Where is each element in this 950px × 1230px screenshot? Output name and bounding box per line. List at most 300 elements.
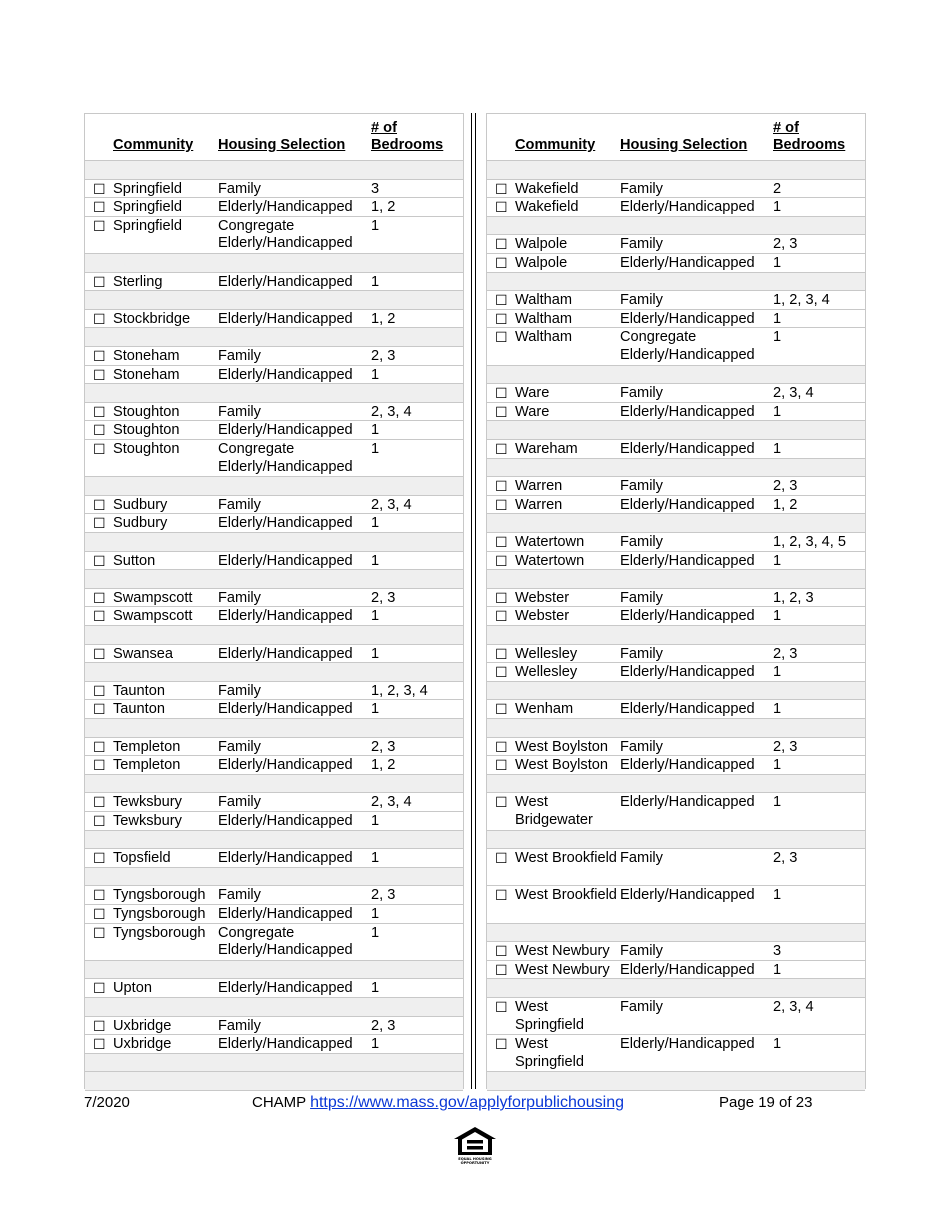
checkbox[interactable]: ☐ — [495, 943, 508, 960]
checkbox[interactable]: ☐ — [93, 348, 106, 364]
table-row — [487, 533, 865, 552]
bedrooms-cell: 1, 2 — [371, 310, 396, 327]
table-row — [85, 905, 463, 924]
table-row — [85, 812, 463, 831]
housing-selection-cell: Elderly/Handicapped — [218, 366, 353, 383]
bedrooms-cell: 1 — [773, 310, 782, 327]
left-table-header — [85, 114, 463, 161]
housing-selection-cell: Elderly/Handicapped — [620, 496, 755, 513]
community-cell: West Springfield — [515, 1036, 584, 1070]
table-row — [487, 496, 865, 515]
checkbox[interactable]: ☐ — [495, 645, 508, 662]
housing-selection-cell: Elderly/Handicapped — [218, 850, 353, 867]
checkbox[interactable]: ☐ — [93, 645, 106, 662]
bedrooms-cell: 1 — [371, 1036, 380, 1053]
table-row — [85, 440, 463, 477]
table-row — [85, 180, 463, 199]
separator-row — [85, 477, 463, 496]
checkbox[interactable]: ☐ — [93, 1036, 106, 1053]
checkbox[interactable]: ☐ — [93, 850, 106, 867]
checkbox[interactable]: ☐ — [93, 980, 106, 997]
table-row — [85, 682, 463, 701]
table-row — [487, 440, 865, 459]
bedrooms-cell: 1 — [371, 924, 380, 941]
equal-housing-opportunity-icon — [450, 1125, 500, 1165]
community-cell: Waltham — [515, 310, 573, 327]
checkbox[interactable]: ☐ — [93, 906, 106, 922]
housing-selection-cell: Elderly/Handicapped — [218, 1036, 353, 1053]
community-cell: Tyngsborough — [113, 906, 206, 922]
community-cell: Stoughton — [113, 403, 180, 420]
bedrooms-cell: 1 — [773, 403, 782, 420]
housing-selection-cell: Family — [218, 794, 261, 811]
housing-selection-cell: Elderly/Handicapped — [620, 403, 755, 420]
separator-row — [85, 533, 463, 552]
table-row — [85, 366, 463, 385]
checkbox[interactable]: ☐ — [93, 757, 106, 774]
table-row — [487, 998, 865, 1035]
checkbox[interactable]: ☐ — [495, 236, 508, 253]
bedrooms-cell: 1 — [371, 980, 380, 997]
community-cell: Swampscott — [113, 589, 193, 606]
community-cell: Ware — [515, 385, 550, 402]
community-cell: Swampscott — [113, 608, 193, 625]
housing-selection-cell: Elderly/Handicapped — [218, 310, 353, 327]
bedrooms-cell: 1 — [773, 552, 782, 569]
housing-selection-cell: Elderly/Handicapped — [620, 255, 755, 271]
housing-selection-cell: Elderly/Handicapped — [218, 515, 353, 532]
column-divider-line — [471, 113, 472, 1089]
housing-selection-cell: Family — [218, 589, 261, 606]
bedrooms-header — [371, 120, 443, 154]
footer-champ — [252, 1094, 624, 1112]
checkbox[interactable]: ☐ — [93, 422, 106, 439]
table-row — [85, 514, 463, 533]
table-row — [85, 607, 463, 626]
bedrooms-cell: 1 — [773, 794, 782, 811]
table-row — [85, 1035, 463, 1054]
left-table — [84, 113, 464, 1089]
community-cell: Webster — [515, 608, 570, 625]
community-cell: West Newbury — [515, 943, 610, 960]
housing-selection-cell: Family — [620, 645, 663, 662]
housing-selection-cell: Elderly/Handicapped — [620, 701, 755, 718]
bedrooms-header — [773, 120, 845, 154]
community-cell: Stoughton — [113, 441, 180, 457]
table-row — [85, 979, 463, 998]
checkbox[interactable]: ☐ — [93, 1017, 106, 1034]
checkbox[interactable]: ☐ — [495, 887, 508, 904]
table-row — [85, 421, 463, 440]
checkbox[interactable]: ☐ — [93, 403, 106, 420]
separator-row — [85, 868, 463, 887]
community-cell: Watertown — [515, 552, 585, 569]
separator-row — [85, 1054, 463, 1073]
housing-selection-cell: Congregate Elderly/Handicapped — [218, 217, 353, 252]
bedrooms-cell: 2, 3, 4 — [371, 496, 412, 513]
checkbox[interactable]: ☐ — [93, 682, 106, 699]
housing-selection-cell: Family — [620, 999, 663, 1015]
checkbox[interactable]: ☐ — [495, 999, 508, 1015]
table-row — [487, 254, 865, 273]
separator-row — [487, 273, 865, 292]
table-row — [487, 961, 865, 980]
housing-selection-cell: Family — [218, 1017, 261, 1034]
bedrooms-cell: 1 — [371, 552, 380, 569]
checkbox[interactable]: ☐ — [93, 813, 106, 829]
table-row — [487, 756, 865, 775]
table-row — [487, 793, 865, 830]
bedrooms-cell: 1 — [371, 273, 380, 290]
housing-selection-cell: Congregate Elderly/Handicapped — [620, 329, 755, 363]
bedrooms-cell: 2, 3 — [773, 850, 798, 867]
table-row — [487, 1035, 865, 1072]
table-row — [487, 291, 865, 310]
housing-selection-cell: Elderly/Handicapped — [620, 757, 755, 774]
separator-row — [487, 831, 865, 850]
footer-date: 7/2020 — [84, 1094, 130, 1111]
bedrooms-cell: 2, 3 — [773, 236, 798, 253]
checkbox[interactable]: ☐ — [495, 310, 508, 327]
logo-text-line2: OPPORTUNITY — [460, 1161, 490, 1165]
community-cell: Taunton — [113, 701, 165, 718]
checkbox[interactable]: ☐ — [93, 217, 106, 234]
community-cell: West Newbury — [515, 961, 610, 978]
checkbox[interactable]: ☐ — [495, 478, 508, 495]
checkbox[interactable]: ☐ — [93, 887, 106, 904]
checkbox[interactable]: ☐ — [495, 608, 508, 625]
checkbox[interactable]: ☐ — [495, 534, 508, 550]
community-cell: West Boylston — [515, 757, 609, 774]
checkbox[interactable]: ☐ — [495, 738, 508, 755]
table-row — [487, 552, 865, 571]
separator-row — [85, 384, 463, 403]
housing-selection-cell: Family — [620, 292, 663, 309]
checkbox[interactable]: ☐ — [93, 496, 106, 513]
community-cell: Stoneham — [113, 366, 180, 383]
apply-link[interactable]: https://www.mass.gov/applyforpublichousing — [310, 1094, 625, 1111]
checkbox[interactable]: ☐ — [495, 589, 508, 606]
checkbox[interactable]: ☐ — [495, 664, 508, 681]
housing-selection-header: Housing Selection — [218, 137, 346, 153]
separator-row — [487, 626, 865, 645]
bedrooms-cell: 1, 2 — [371, 757, 396, 774]
bedrooms-cell: 1, 2 — [773, 496, 798, 513]
checkbox[interactable]: ☐ — [495, 180, 508, 197]
housing-selection-cell: Elderly/Handicapped — [218, 980, 353, 997]
housing-selection-cell: Family — [620, 385, 663, 402]
table-row — [85, 198, 463, 217]
bedrooms-header-line2: Bedrooms — [773, 137, 846, 153]
community-cell: Uxbridge — [113, 1036, 172, 1053]
community-cell: Uxbridge — [113, 1017, 172, 1034]
community-cell: Sutton — [113, 552, 156, 569]
checkbox[interactable]: ☐ — [495, 961, 508, 978]
housing-selection-cell: Elderly/Handicapped — [218, 608, 353, 625]
separator-row — [85, 328, 463, 347]
bedrooms-cell: 2 — [773, 180, 782, 197]
table-row — [85, 924, 463, 961]
separator-row — [85, 161, 463, 180]
separator-row — [85, 998, 463, 1017]
separator-row — [487, 217, 865, 236]
community-cell: Warren — [515, 496, 563, 513]
checkbox[interactable]: ☐ — [93, 552, 106, 569]
separator-row — [487, 1072, 865, 1091]
community-cell: Taunton — [113, 682, 165, 699]
table-row — [487, 700, 865, 719]
housing-selection-cell: Elderly/Handicapped — [620, 1036, 755, 1053]
table-row — [487, 589, 865, 608]
housing-selection-cell: Elderly/Handicapped — [218, 552, 353, 569]
checkbox[interactable]: ☐ — [495, 552, 508, 569]
bedrooms-header-line1: # of — [773, 120, 799, 136]
bedrooms-cell: 2, 3 — [773, 645, 798, 662]
checkbox[interactable]: ☐ — [93, 738, 106, 755]
bedrooms-cell: 1 — [371, 366, 380, 383]
bedrooms-cell: 2, 3 — [773, 478, 798, 495]
table-row — [487, 328, 865, 365]
bedrooms-cell: 1 — [773, 1036, 782, 1053]
bedrooms-cell: 1 — [371, 441, 380, 457]
separator-row — [487, 421, 865, 440]
table-row — [487, 645, 865, 664]
housing-selection-cell: Elderly/Handicapped — [620, 664, 755, 681]
checkbox[interactable]: ☐ — [93, 608, 106, 625]
separator-row — [85, 775, 463, 794]
table-row — [85, 347, 463, 366]
table-row — [85, 1017, 463, 1036]
housing-selection-cell: Elderly/Handicapped — [218, 813, 353, 829]
page-number: Page 19 of 23 — [719, 1094, 813, 1111]
housing-selection-cell: Elderly/Handicapped — [218, 199, 353, 216]
separator-row — [85, 719, 463, 738]
bedrooms-cell: 3 — [773, 943, 782, 960]
bedrooms-cell: 1 — [773, 887, 782, 904]
housing-selection-cell: Congregate Elderly/Handicapped — [218, 441, 353, 475]
checkbox[interactable]: ☐ — [93, 366, 106, 383]
checkbox[interactable]: ☐ — [93, 199, 106, 216]
community-cell: Topsfield — [113, 850, 171, 867]
bedrooms-cell: 1, 2, 3 — [773, 589, 814, 606]
separator-row — [85, 626, 463, 645]
separator-row — [487, 366, 865, 385]
checkbox[interactable]: ☐ — [495, 292, 508, 309]
table-row — [85, 403, 463, 422]
housing-selection-cell: Family — [620, 589, 663, 606]
housing-selection-cell: Elderly/Handicapped — [218, 906, 353, 922]
community-cell: Tewksbury — [113, 813, 182, 829]
checkbox[interactable]: ☐ — [93, 589, 106, 606]
checkbox[interactable]: ☐ — [495, 850, 508, 867]
table-row — [85, 849, 463, 868]
community-cell: Wareham — [515, 441, 578, 457]
separator-row — [487, 570, 865, 589]
logo-text-line1: EQUAL HOUSING — [458, 1157, 492, 1161]
community-cell: Springfield — [113, 199, 182, 216]
housing-selection-cell: Elderly/Handicapped — [218, 701, 353, 718]
community-cell: Warren — [515, 478, 563, 495]
housing-selection-cell: Elderly/Handicapped — [620, 961, 755, 978]
community-cell: Waltham — [515, 292, 573, 309]
checkbox[interactable]: ☐ — [93, 180, 106, 197]
table-row — [487, 738, 865, 757]
table-row — [487, 180, 865, 199]
table-row — [85, 310, 463, 329]
table-row — [487, 403, 865, 422]
community-cell: Wellesley — [515, 645, 578, 662]
bedrooms-cell: 2, 3 — [371, 1017, 396, 1034]
checkbox[interactable]: ☐ — [495, 1036, 508, 1053]
housing-selection-cell: Elderly/Handicapped — [620, 441, 755, 457]
bedrooms-cell: 1 — [371, 515, 380, 532]
table-row — [487, 663, 865, 682]
separator-row — [85, 831, 463, 850]
community-cell: Springfield — [113, 180, 182, 197]
table-row — [487, 384, 865, 403]
bedrooms-cell: 1 — [371, 608, 380, 625]
bedrooms-cell: 1 — [773, 757, 782, 774]
bedrooms-cell: 2, 3 — [773, 738, 798, 755]
community-header: Community — [515, 137, 596, 153]
checkbox[interactable]: ☐ — [495, 329, 508, 346]
checkbox[interactable]: ☐ — [93, 441, 106, 457]
bedrooms-cell: 1 — [371, 906, 380, 922]
bedrooms-cell: 1 — [773, 664, 782, 681]
separator-row — [487, 682, 865, 701]
bedrooms-cell: 2, 3 — [371, 887, 396, 904]
community-cell: Sudbury — [113, 496, 168, 513]
housing-selection-cell: Family — [218, 738, 261, 755]
checkbox[interactable]: ☐ — [93, 273, 106, 290]
housing-selection-cell: Elderly/Handicapped — [620, 794, 755, 811]
housing-selection-cell: Family — [620, 236, 663, 253]
bedrooms-cell: 2, 3, 4 — [371, 794, 412, 811]
bedrooms-header-line2: Bedrooms — [371, 137, 444, 153]
housing-selection-cell: Elderly/Handicapped — [620, 199, 755, 216]
housing-selection-cell: Family — [218, 348, 261, 364]
table-row — [487, 310, 865, 329]
checkbox[interactable]: ☐ — [495, 441, 508, 457]
bedrooms-cell: 1 — [371, 217, 380, 234]
housing-selection-cell: Elderly/Handicapped — [620, 552, 755, 569]
table-row — [85, 738, 463, 757]
community-cell: Tewksbury — [113, 794, 182, 811]
housing-selection-cell: Elderly/Handicapped — [218, 645, 353, 662]
community-cell: Wakefield — [515, 199, 579, 216]
housing-selection-cell: Family — [620, 738, 663, 755]
community-cell: Stoughton — [113, 422, 180, 439]
community-cell: Tyngsborough — [113, 887, 206, 904]
housing-selection-cell: Family — [218, 180, 261, 197]
community-cell: Springfield — [113, 217, 182, 234]
housing-selection-cell: Family — [218, 496, 261, 513]
community-cell: Wakefield — [515, 180, 579, 197]
community-cell: Wellesley — [515, 664, 578, 681]
bedrooms-cell: 1, 2, 3, 4, 5 — [773, 534, 847, 550]
separator-row — [85, 961, 463, 980]
housing-selection-cell: Family — [218, 682, 261, 699]
bedrooms-cell: 1 — [371, 422, 380, 439]
bedrooms-cell: 2, 3, 4 — [773, 999, 814, 1015]
checkbox[interactable]: ☐ — [495, 757, 508, 774]
housing-selection-cell: Elderly/Handicapped — [620, 310, 755, 327]
checkbox[interactable]: ☐ — [495, 385, 508, 402]
housing-selection-cell: Elderly/Handicapped — [620, 608, 755, 625]
community-cell: Watertown — [515, 534, 585, 550]
right-table — [486, 113, 866, 1089]
checkbox[interactable]: ☐ — [495, 496, 508, 513]
checkbox[interactable]: ☐ — [93, 515, 106, 532]
checkbox[interactable]: ☐ — [93, 794, 106, 811]
bedrooms-cell: 2, 3, 4 — [371, 403, 412, 420]
table-row — [487, 886, 865, 923]
bedrooms-cell: 1 — [773, 255, 782, 271]
housing-selection-header: Housing Selection — [620, 137, 748, 153]
table-row — [85, 645, 463, 664]
housing-selection-cell: Family — [218, 887, 261, 904]
checkbox[interactable]: ☐ — [495, 701, 508, 718]
checkbox[interactable]: ☐ — [495, 199, 508, 216]
column-divider-line — [475, 113, 476, 1089]
table-row — [487, 198, 865, 217]
checkbox[interactable]: ☐ — [495, 403, 508, 420]
bedrooms-cell: 1 — [371, 813, 380, 829]
checkbox[interactable]: ☐ — [93, 701, 106, 718]
separator-row — [85, 1072, 463, 1091]
table-row — [85, 589, 463, 608]
bedrooms-cell: 2, 3 — [371, 589, 396, 606]
table-row — [487, 607, 865, 626]
table-row — [487, 235, 865, 254]
housing-selection-cell: Family — [620, 478, 663, 495]
checkbox[interactable]: ☐ — [495, 794, 508, 811]
table-row — [487, 849, 865, 886]
bedrooms-cell: 1, 2, 3, 4 — [773, 292, 830, 309]
table-row — [85, 496, 463, 515]
separator-row — [85, 570, 463, 589]
champ-label: CHAMP — [252, 1094, 306, 1111]
checkbox[interactable]: ☐ — [495, 255, 508, 271]
bedrooms-cell: 1 — [773, 608, 782, 625]
bedrooms-cell: 1 — [371, 701, 380, 718]
separator-row — [487, 979, 865, 998]
bedrooms-cell: 1 — [371, 645, 380, 662]
housing-selection-cell: Elderly/Handicapped — [218, 422, 353, 439]
table-row — [85, 700, 463, 719]
community-cell: Sudbury — [113, 515, 168, 532]
community-cell: Stoneham — [113, 348, 180, 364]
bedrooms-cell: 2, 3 — [371, 348, 396, 364]
separator-row — [85, 291, 463, 310]
checkbox[interactable]: ☐ — [93, 310, 106, 327]
community-cell: Tyngsborough — [113, 924, 206, 941]
community-cell: Upton — [113, 980, 152, 997]
community-cell: Swansea — [113, 645, 174, 662]
housing-selection-cell: Family — [620, 534, 663, 550]
table-row — [487, 942, 865, 961]
checkbox[interactable]: ☐ — [93, 924, 106, 941]
community-cell: West Brookfield — [515, 887, 617, 904]
bedrooms-cell: 1 — [371, 850, 380, 867]
bedrooms-cell: 1 — [773, 961, 782, 978]
housing-selection-cell: Elderly/Handicapped — [620, 887, 755, 904]
community-cell: West Bridgewater — [515, 794, 593, 828]
community-cell: Walpole — [515, 255, 568, 271]
community-cell: West Boylston — [515, 738, 609, 755]
separator-row — [487, 459, 865, 478]
community-cell: West Springfield — [515, 999, 584, 1033]
